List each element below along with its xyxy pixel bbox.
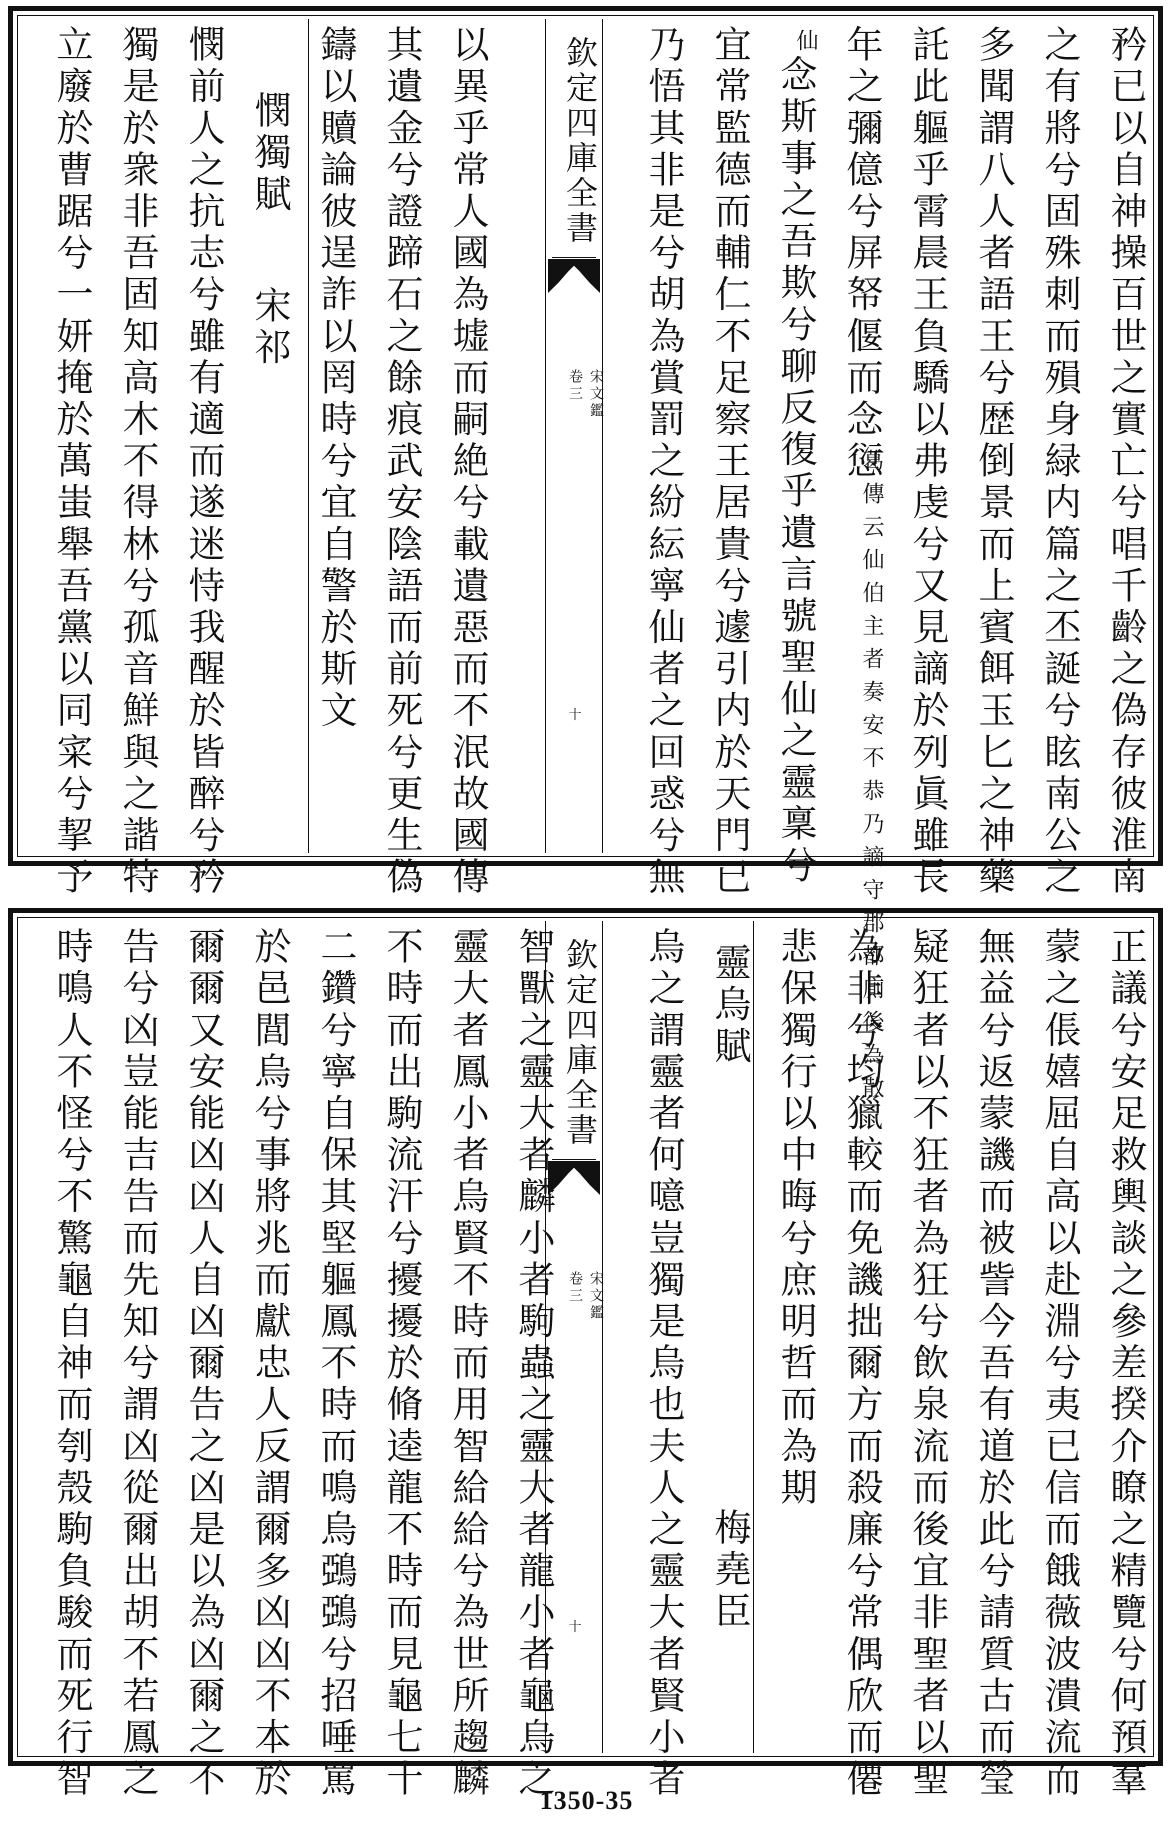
text-column-5: 為非兮均獵較而免譏拙爾方而殺廉兮常偶欣而僊 — [840, 927, 883, 1801]
page-number: 1350-35 — [539, 1786, 634, 1815]
text-column-13: 憫前人之抗志兮雖有適而遂迷恃我醒於皆醉兮矜 — [182, 25, 225, 899]
spine-fold-number: 十 — [568, 708, 582, 723]
spine-title: 欽定四庫全書 — [552, 25, 596, 258]
spine-book-name: 宋文鑑 — [588, 1271, 604, 1322]
spine-volume: 卷三 — [567, 369, 583, 403]
author-name: 宋祁 — [248, 285, 291, 370]
center-spine-upper — [545, 19, 603, 853]
spine-reference — [564, 369, 606, 420]
text-column-10: 靈大者鳳小者烏賢不時而用智給給兮為世所趨麟 — [446, 927, 489, 1801]
text-column-13: 於邑閭烏兮事將兆而獻忠人反謂爾多凶凶不本於 — [248, 927, 291, 1801]
text-column-5-main: 年之彌億兮屏帑偃而念愆 — [840, 25, 883, 483]
text-column-8: 烏之謂靈者何噫豈獨是烏也夫人之靈大者賢小者 — [642, 927, 685, 1801]
fish-tail-mark — [548, 1161, 600, 1195]
author-name: 梅堯臣 — [708, 1507, 751, 1633]
fish-tail-mark — [548, 259, 600, 293]
text-column-2: 蒙之倀嬉屈自高以赴淵兮夷已信而餓薇波潰流而 — [1038, 927, 1081, 1801]
text-column-3: 無益兮返蒙譏而被訾今吾有道於此兮請質古而瑩 — [972, 927, 1015, 1801]
text-column-7: 宜常監德而輔仁不足察王居貴兮遽引内於天門已 — [708, 25, 751, 899]
spine-book-name: 宋文鑑 — [588, 369, 604, 420]
spine-fold-number: 十 — [568, 1620, 582, 1635]
text-column-1: 矜已以自神操百世之實亡兮唱千齡之偽存彼淮南 — [1104, 25, 1147, 899]
text-column-12: 二鑽兮寧自保其堅軀鳳不時而鳴烏鵶鵶兮招唾罵 — [314, 927, 357, 1801]
column-rule — [753, 921, 754, 1753]
text-column-6: 念斯事之吾欺兮聊反復乎遺言號聖仙之靈稟兮 — [774, 55, 817, 887]
text-column-4: 託此軀乎霄晨王負驕以弗虔兮又見謫於列眞雖長 — [906, 25, 949, 899]
text-column-14: 獨是於衆非吾固知高木不得林兮孤音鮮與之諧特 — [116, 25, 159, 899]
section-title-column — [708, 943, 751, 1747]
text-column-1: 正議兮安足救輿談之參差揆介瞭之精覽兮何預羣 — [1104, 927, 1147, 1801]
text-column-4: 疑狂者以不狂者為狂兮飲泉流而後宜非聖者以聖 — [906, 927, 949, 1801]
text-column-2: 之有將兮固殊刺而殞身緑内篇之丕誕兮眩南公之 — [1038, 25, 1081, 899]
text-column-11: 鑄以贖論彼逞詐以罔時兮宜自警於斯文 — [314, 25, 357, 733]
column-rule — [308, 19, 309, 853]
text-column-9: 智獸之靈大者麟小者駒蟲之靈大者龍小者龜烏之 — [512, 927, 555, 1801]
text-column-6: 悲保獨行以中晦兮庶明哲而為期 — [774, 927, 817, 1510]
text-column-15: 立廢於曹踞兮一妍掩於萬蚩舉吾黨以同寀兮挈予 — [50, 25, 93, 899]
text-column-14: 爾爾又安能凶凶人自凶爾告之凶是以為凶爾之不 — [182, 927, 225, 1801]
spine-volume: 卷三 — [567, 1271, 583, 1305]
annotation-note-text: 葛傳云仙伯主者奏安不恭乃謫守郡都廁後為散 — [859, 449, 884, 1109]
section-title: 靈烏賦 — [708, 943, 751, 1068]
annotation-note-a — [859, 449, 884, 1109]
text-column-8: 乃悟其非是兮胡為賞罰之紛紜寧仙者之回惑兮無 — [642, 25, 685, 899]
text-column-10: 其遺金兮證蹄石之餘痕武安陰語而前死兮更生偽 — [380, 25, 423, 899]
spine-title: 欽定四庫全書 — [552, 927, 596, 1160]
text-column-11: 不時而出駒流汗兮擾擾於脩逵龍不時而見龜七十 — [380, 927, 423, 1801]
section-title-column — [248, 91, 291, 847]
text-column-9: 以異乎常人國為墟而嗣絶兮載遺惡而不泯故國傳 — [446, 25, 489, 899]
section-title: 憫獨賦 — [248, 91, 291, 216]
annotation-note-b: 仙 — [793, 29, 818, 62]
text-column-3: 多聞謂八人者語王兮歴倒景而上賓餌玉匕之神藥 — [972, 25, 1015, 899]
text-column-15: 告兮凶豈能吉告而先知兮謂凶從爾出胡不若鳳之 — [116, 927, 159, 1801]
spine-reference — [564, 1271, 606, 1322]
text-column-16: 時鳴人不怪兮不驚龜自神而刳殼駒負駿而死行智 — [50, 927, 93, 1801]
